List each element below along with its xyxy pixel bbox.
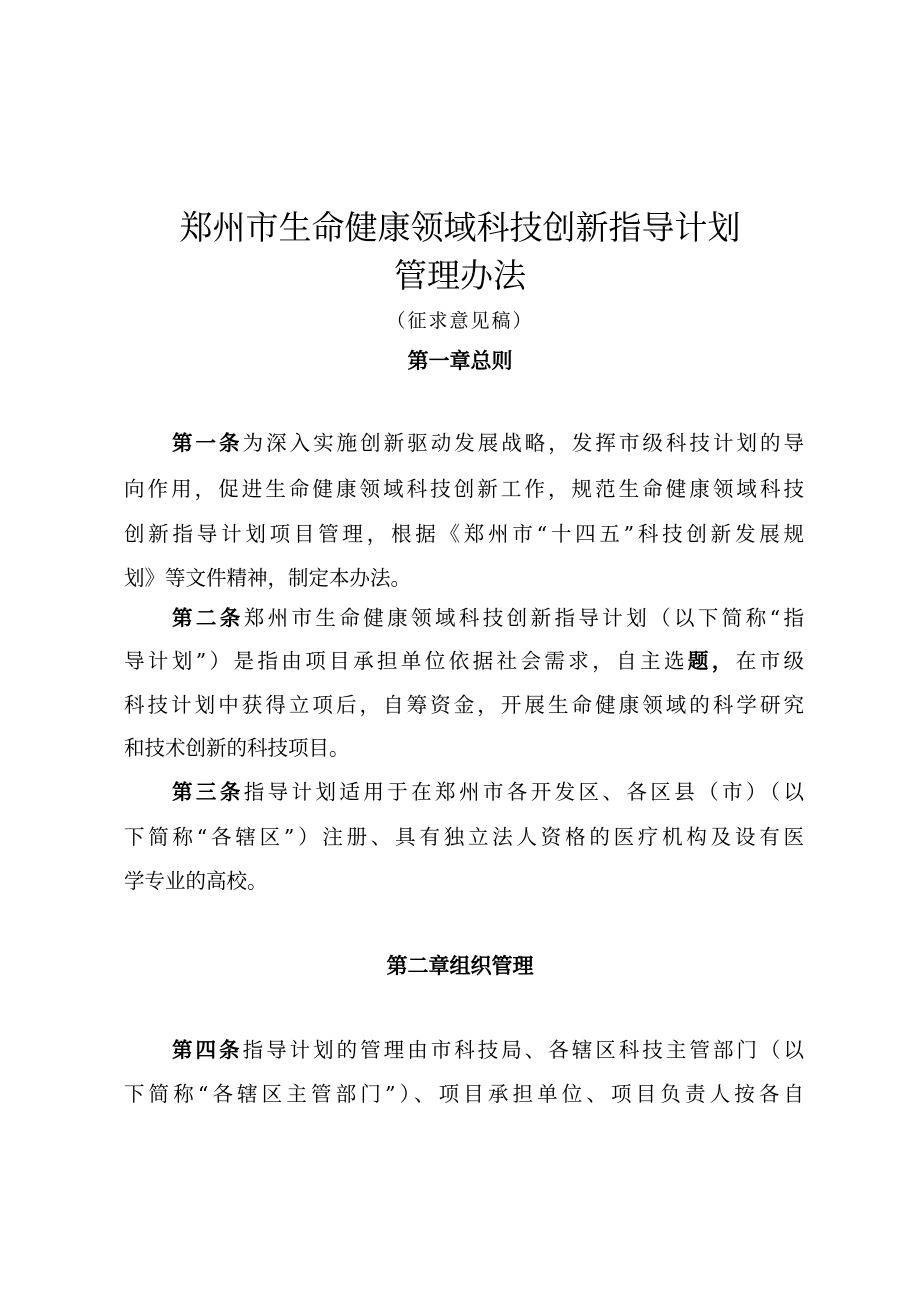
article-4-line-2: 下简称“各辖区主管部门”）、项目承担单位、项目负责人按各自 (124, 1082, 804, 1106)
article-2-text-2b: 题， (687, 649, 736, 673)
document-title-line1: 郑州市生命健康领域科技创新指导计划 (179, 208, 741, 247)
article-3-text-1: 指导计划适用于在郑州市各开发区、各区县（市）（以 (243, 780, 805, 804)
article-2-line-1 (172, 603, 804, 633)
article-2-text-2c: 在市级 (735, 649, 805, 673)
article-1-line-1 (172, 428, 804, 458)
article-3-line-3: 学专业的高校。 (124, 869, 268, 893)
article-1-text-1: 为深入实施创新驱动发展战略，发挥市级科技计划的导 (242, 431, 805, 455)
article-4-label: 第四条 (172, 1038, 243, 1062)
article-1-line-2: 向作用，促进生命健康领域科技创新工作，规范生命健康领域科技 (124, 477, 804, 501)
article-1-line-3: 创新指导计划项目管理，根据《郑州市“十四五”科技创新发展规 (124, 522, 804, 546)
article-4-line-1 (172, 1035, 804, 1065)
chapter-heading-1: 第一章总则 (407, 349, 513, 373)
article-2-text-2a: 导计划”）是指由项目承担单位依据社会需求，自主选 (124, 649, 688, 673)
article-2-line-3: 科技计划中获得立项后，自筹资金，开展生命健康领域的科学研究 (124, 693, 804, 717)
article-4-text-1: 指导计划的管理由市科技局、各辖区科技主管部门（以 (242, 1038, 805, 1062)
article-2-line-2 (124, 646, 804, 676)
article-3-label: 第三条 (172, 780, 244, 804)
document-title-line2: 管理办法 (394, 256, 526, 295)
article-2-text-1: 郑州市生命健康领域科技创新指导计划（以下简称“指 (243, 606, 804, 630)
article-2-line-4: 和技术创新的科技项目。 (124, 736, 350, 760)
article-1-label: 第一条 (172, 431, 243, 455)
article-3-line-1 (172, 777, 804, 807)
chapter-heading-2: 第二章组织管理 (386, 954, 534, 978)
article-3-line-2: 下简称“各辖区”）注册、具有独立法人资格的医疗机构及设有医 (124, 825, 804, 849)
article-2-label: 第二条 (172, 606, 244, 630)
article-1-line-4: 划》等文件精神，制定本办法。 (124, 566, 411, 590)
document-subtitle: （征求意见稿） (386, 310, 534, 332)
